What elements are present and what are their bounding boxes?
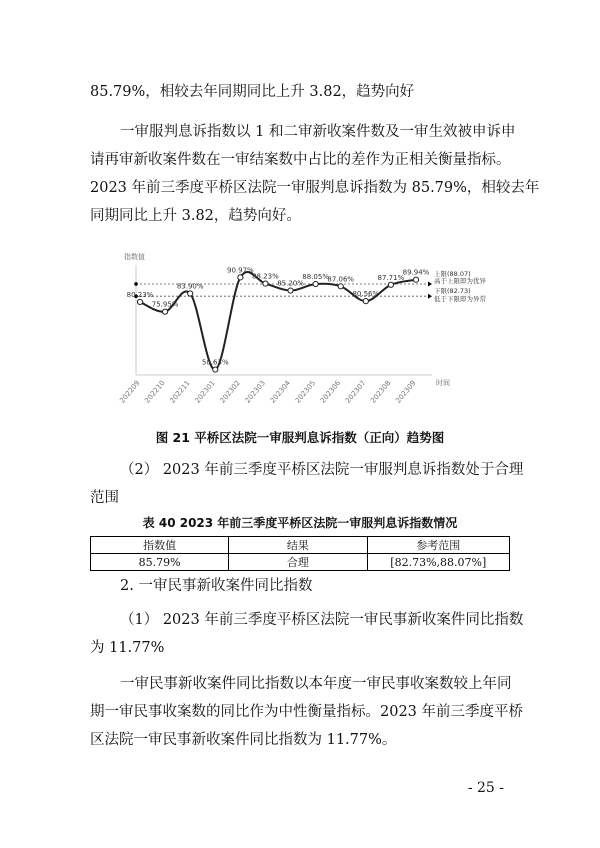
lower-limit-arrow bbox=[428, 294, 432, 299]
lower-limit-note: 低于下限即为异常 bbox=[434, 295, 486, 304]
data-point bbox=[313, 281, 318, 286]
data-point bbox=[388, 282, 393, 287]
table-header-cell: 参考范围 bbox=[367, 537, 509, 554]
index-table bbox=[90, 536, 510, 571]
heading-line: 为 11.77% bbox=[90, 640, 165, 656]
paragraph-line: 同期同比上升 3.82，趋势向好。 bbox=[90, 208, 301, 224]
x-tick-label: 202307 bbox=[344, 379, 368, 405]
x-axis-label: 时间 bbox=[436, 379, 450, 387]
data-point bbox=[238, 275, 243, 280]
table-cell: [82.73%,88.07%] bbox=[367, 554, 509, 571]
data-label: 87.06% bbox=[327, 275, 355, 284]
paragraph-line: 请再审新收案件数在一审结案数中占比的差作为正相关衡量指标。 bbox=[90, 152, 511, 168]
table-cell: 合理 bbox=[229, 554, 367, 571]
x-tick-label: 202210 bbox=[143, 379, 167, 405]
heading-line: （2） 2023 年前三季度平桥区法院一审服判息诉指数处于合理 bbox=[120, 462, 524, 478]
data-point bbox=[263, 281, 268, 286]
figure-caption: 图 21 平桥区法院一审服判息诉指数（正向）趋势图 bbox=[155, 430, 445, 445]
data-point bbox=[162, 309, 167, 314]
x-tick-label: 202301 bbox=[193, 379, 217, 405]
table-header-row bbox=[91, 537, 510, 554]
data-label: 83.90% bbox=[176, 282, 204, 291]
page-number: - 25 - bbox=[467, 780, 504, 796]
data-label: 88.23% bbox=[252, 272, 279, 281]
trend-chart bbox=[100, 245, 500, 420]
paragraph-line: 85.79%，相较去年同期同比上升 3.82，趋势向好 bbox=[90, 84, 415, 100]
x-tick-label: 202305 bbox=[293, 379, 318, 405]
paragraph-line: 一审民事新收案件同比指数以本年度一审民事收案数较上年同 bbox=[120, 676, 512, 692]
x-tick-label: 202308 bbox=[369, 379, 393, 405]
paragraph-line: 2023 年前三季度平桥区法院一审服判息诉指数为 85.79%，相较去年 bbox=[90, 180, 540, 196]
data-point bbox=[188, 291, 193, 296]
data-label: 80.23% bbox=[126, 290, 154, 299]
x-tick-label: 202306 bbox=[318, 379, 343, 405]
data-point bbox=[213, 367, 218, 372]
x-tick-label: 202211 bbox=[168, 379, 192, 405]
upper-limit-arrow bbox=[428, 281, 432, 286]
x-tick-label: 202302 bbox=[218, 379, 242, 405]
data-point bbox=[338, 284, 343, 289]
y-axis-label: 指数值 bbox=[124, 253, 145, 261]
data-point bbox=[413, 277, 418, 282]
paragraph-line: 期一审民事收案数的同比作为中性衡量指标。2023 年前三季度平桥 bbox=[90, 704, 524, 720]
table-caption: 表 40 2023 年前三季度平桥区法院一审服判息诉指数情况 bbox=[142, 516, 458, 530]
data-label: 85.20% bbox=[277, 279, 304, 288]
x-tick-label: 202209 bbox=[118, 379, 142, 405]
data-label: 80.56% bbox=[352, 290, 380, 299]
data-label: 88.05% bbox=[302, 273, 329, 282]
data-label: 89.94% bbox=[402, 268, 430, 277]
table-header-cell: 指数值 bbox=[91, 537, 229, 554]
data-label: 90.97% bbox=[227, 266, 254, 275]
heading-line: 范围 bbox=[90, 490, 119, 506]
x-tick-label: 202309 bbox=[394, 379, 418, 405]
paragraph-line: 区法院一审民事新收案件同比指数为 11.77%。 bbox=[90, 732, 397, 748]
upper-limit-label: 上限(88.07) bbox=[434, 269, 471, 278]
table-cell: 85.79% bbox=[91, 554, 229, 571]
x-tick-label: 202303 bbox=[243, 379, 267, 405]
table-header-cell: 结果 bbox=[229, 537, 367, 554]
paragraph-line: 一审服判息诉指数以 1 和二审新收案件数及一审生效被申诉申 bbox=[120, 124, 516, 140]
x-tick-label: 202304 bbox=[268, 379, 293, 405]
data-label: 87.71% bbox=[377, 273, 405, 282]
upper-limit-marker bbox=[134, 282, 138, 286]
section-heading: 2. 一审民事新收案件同比指数 bbox=[120, 578, 313, 594]
lower-limit-label: 下限(82.73) bbox=[434, 287, 471, 296]
table-row bbox=[91, 554, 510, 571]
heading-line: （1） 2023 年前三季度平桥区法院一审民事新收案件同比指数 bbox=[120, 612, 524, 628]
data-point bbox=[363, 299, 368, 304]
data-label: 75.95% bbox=[151, 300, 179, 309]
data-label: 50.63% bbox=[201, 358, 229, 367]
data-point bbox=[288, 288, 293, 293]
upper-limit-note: 高于上限即为优异 bbox=[434, 276, 486, 285]
data-point bbox=[137, 299, 142, 304]
